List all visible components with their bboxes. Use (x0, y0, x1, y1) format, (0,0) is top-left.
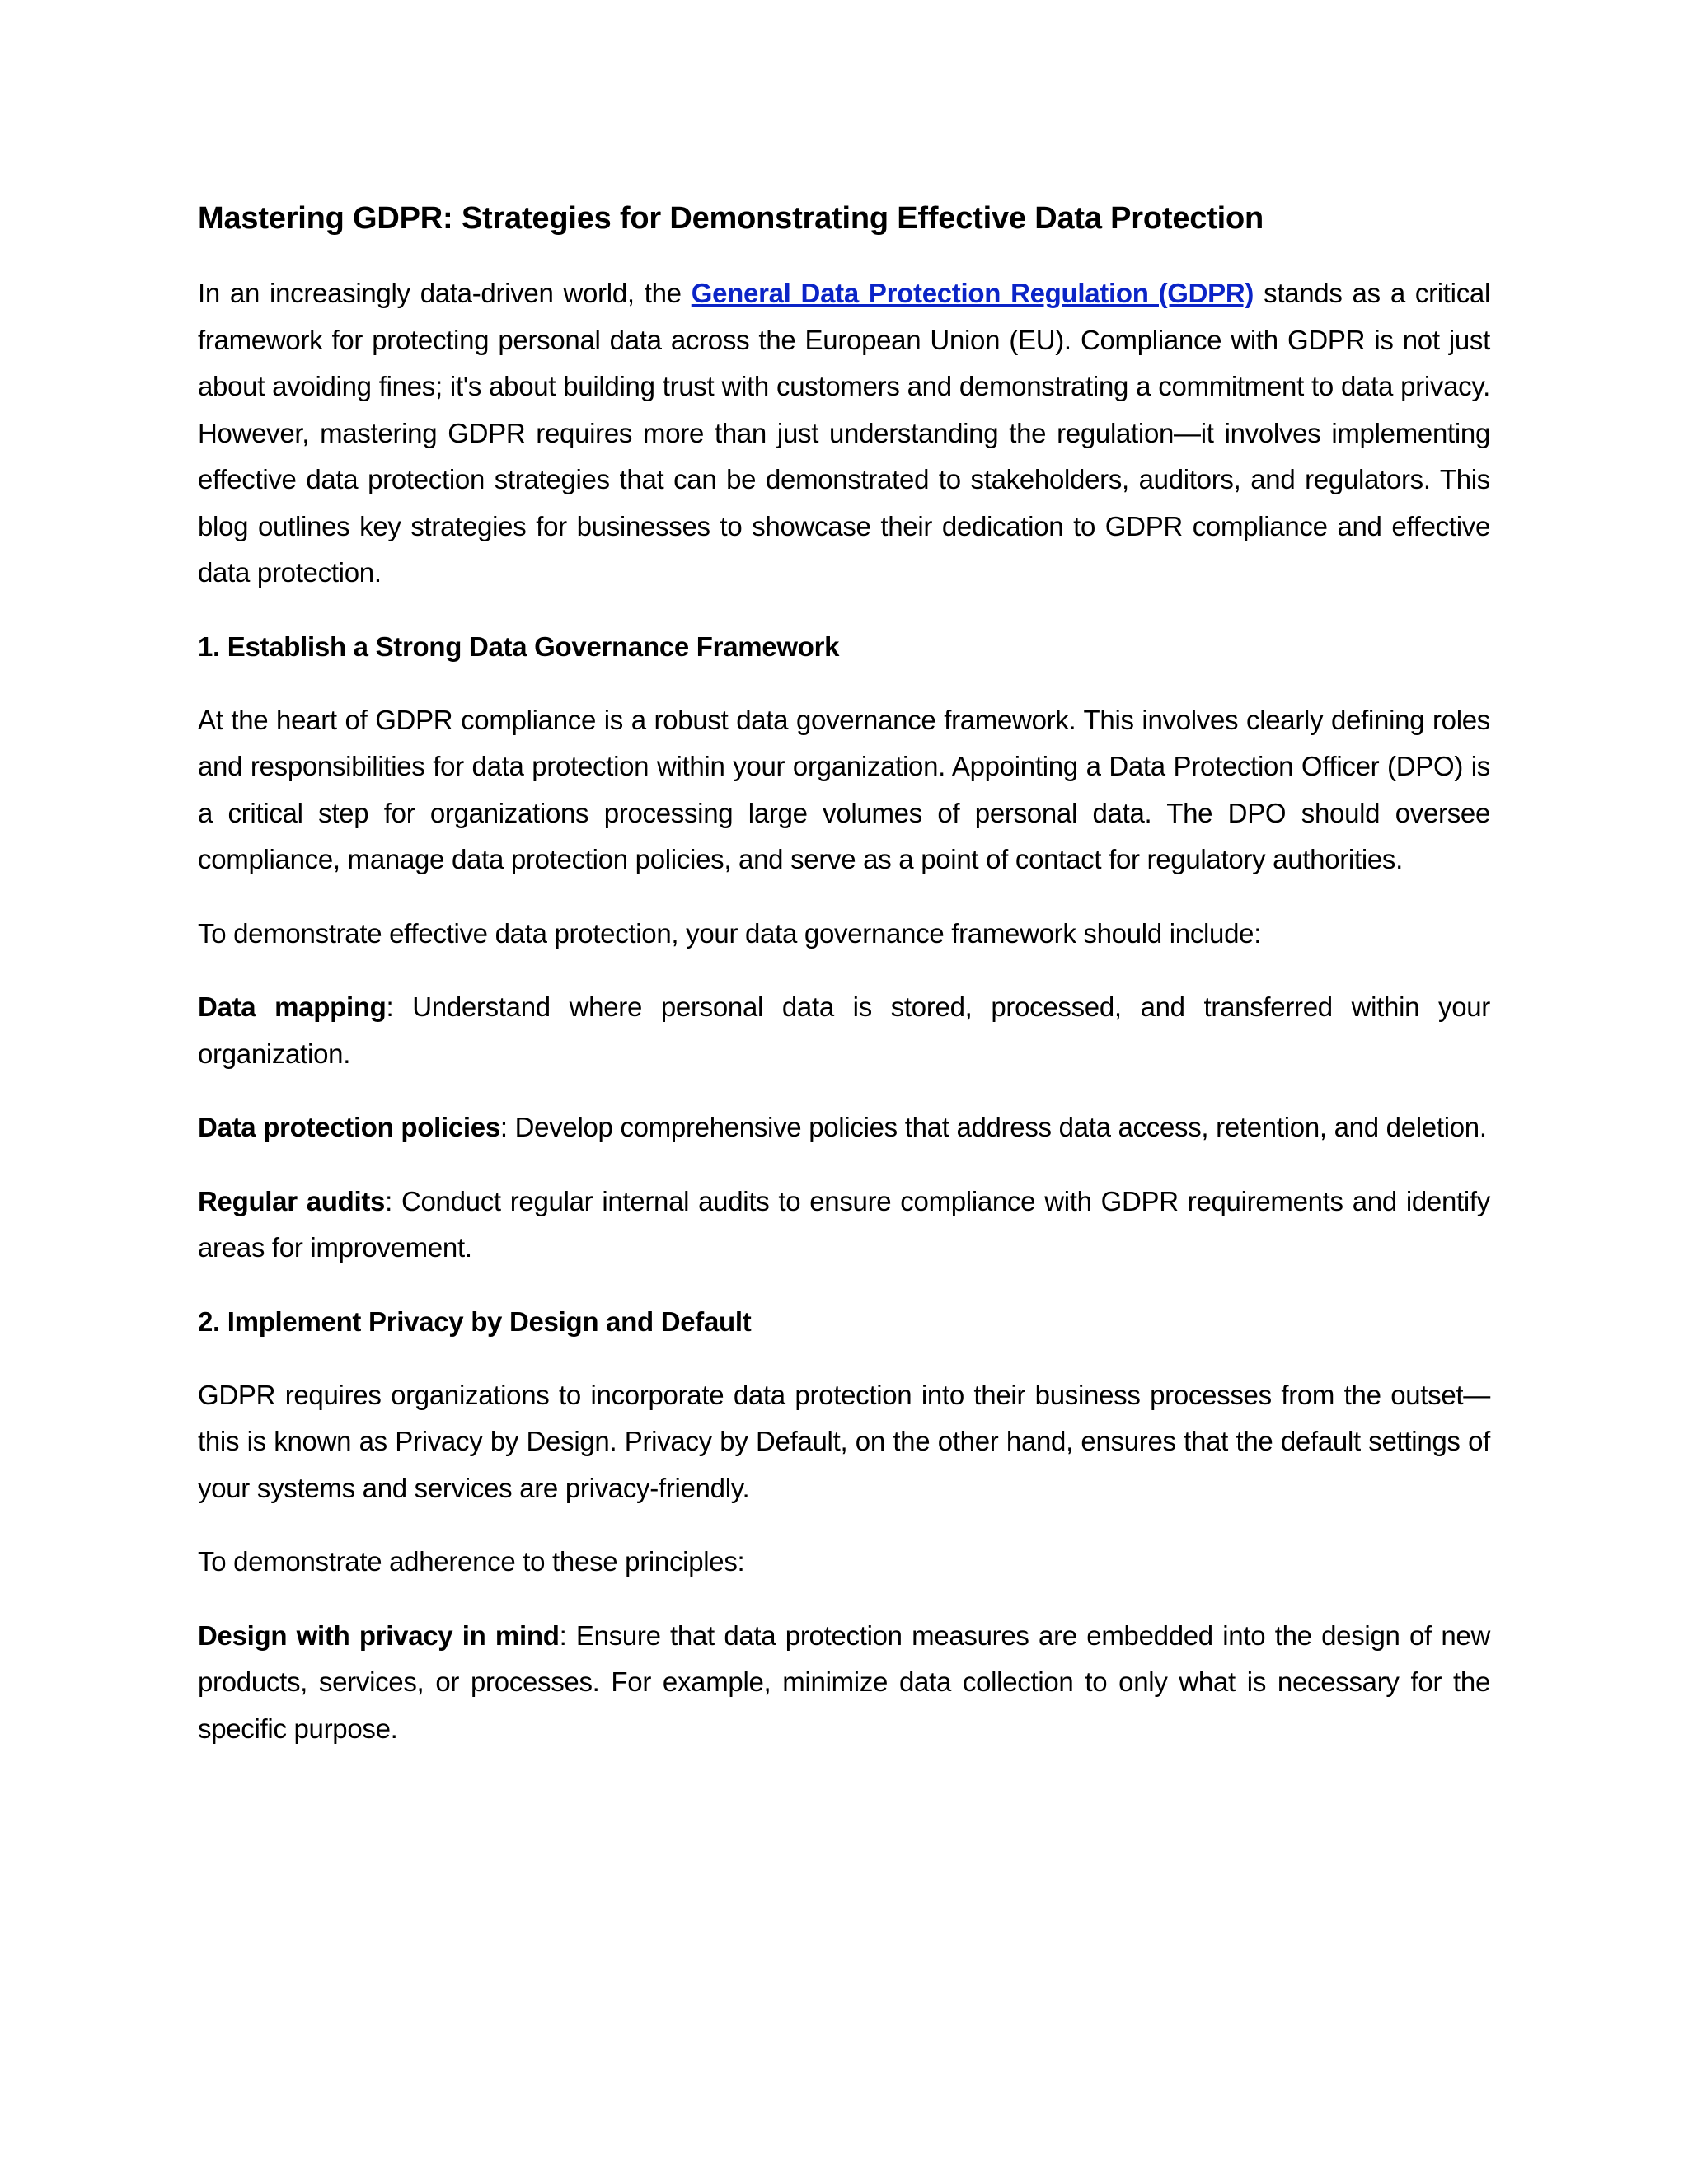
term-regular-audits: Regular audits (198, 1185, 386, 1216)
intro-text-before-link: In an increasingly data-driven world, the (198, 278, 692, 308)
desc-data-mapping: : Understand where personal data is stored, processed, and transferred within your organization. (198, 991, 1491, 1069)
list-item-data-protection-policies (198, 1104, 1490, 1151)
desc-design-with-privacy: : Ensure that data protection measures are embedded into the design of new products, services, or processes. For example, minimize data collection to only what is necessary for the specific purpose. (198, 1619, 1490, 1744)
section-2-paragraph-1: GDPR requires organizations to incorporate data protection into their business processes from the outset—this is known as Privacy by Design. Privacy by Default, on the other hand, ensures that the default settings of your systems and services are privacy-friendly. (198, 1379, 1490, 1503)
gdpr-link[interactable]: General Data Protection Regulation (GDPR) (691, 278, 1254, 308)
section-1-heading: 1. Establish a Strong Data Governance Framework (198, 630, 840, 662)
term-design-with-privacy: Design with privacy in mind (198, 1619, 560, 1651)
list-item-design-with-privacy (198, 1613, 1490, 1753)
intro-paragraph (198, 270, 1490, 597)
desc-data-protection-policies: : Develop comprehensive policies that address data access, retention, and deletion. (499, 1112, 1487, 1142)
term-data-mapping: Data mapping (198, 991, 387, 1022)
section-2-heading: 2. Implement Privacy by Design and Default (198, 1305, 752, 1337)
list-item-regular-audits (198, 1179, 1490, 1272)
intro-text-after-link: stands as a critical framework for protecting personal data across the European Union (EU). Compliance with GDPR is not just about avoiding fines; it's about building trust with customers and demonstrating a commitment to data privacy. However, mastering GDPR requires more than just understanding the regulation—it involves implementing effective data protection strategies that can be demonstrated to stakeholders, auditors, and regulators. This blog outlines key strategies for businesses to showcase their dedication to GDPR compliance and effective data protection. (198, 278, 1490, 588)
section-2-paragraph-2: To demonstrate adherence to these principles: (198, 1546, 745, 1577)
document-title: Mastering GDPR: Strategies for Demonstrating Effective Data Protection (198, 201, 1264, 236)
desc-regular-audits: : Conduct regular internal audits to ensure compliance with GDPR requirements and identify areas for improvement. (198, 1185, 1490, 1263)
term-data-protection-policies: Data protection policies (198, 1112, 500, 1142)
section-1-paragraph-1: At the heart of GDPR compliance is a robust data governance framework. This involves clearly defining roles and responsibilities for data protection within your organization. Appointing a Data Protection Officer (DPO) is a critical step for organizations processing large volumes of personal data. The DPO should oversee compliance, manage data protection policies, and serve as a point of contact for regulatory authorities. (198, 704, 1490, 874)
document-page (198, 198, 1490, 1779)
section-1-paragraph-2: To demonstrate effective data protection, your data governance framework should include: (198, 917, 1262, 949)
list-item-data-mapping (198, 984, 1490, 1077)
